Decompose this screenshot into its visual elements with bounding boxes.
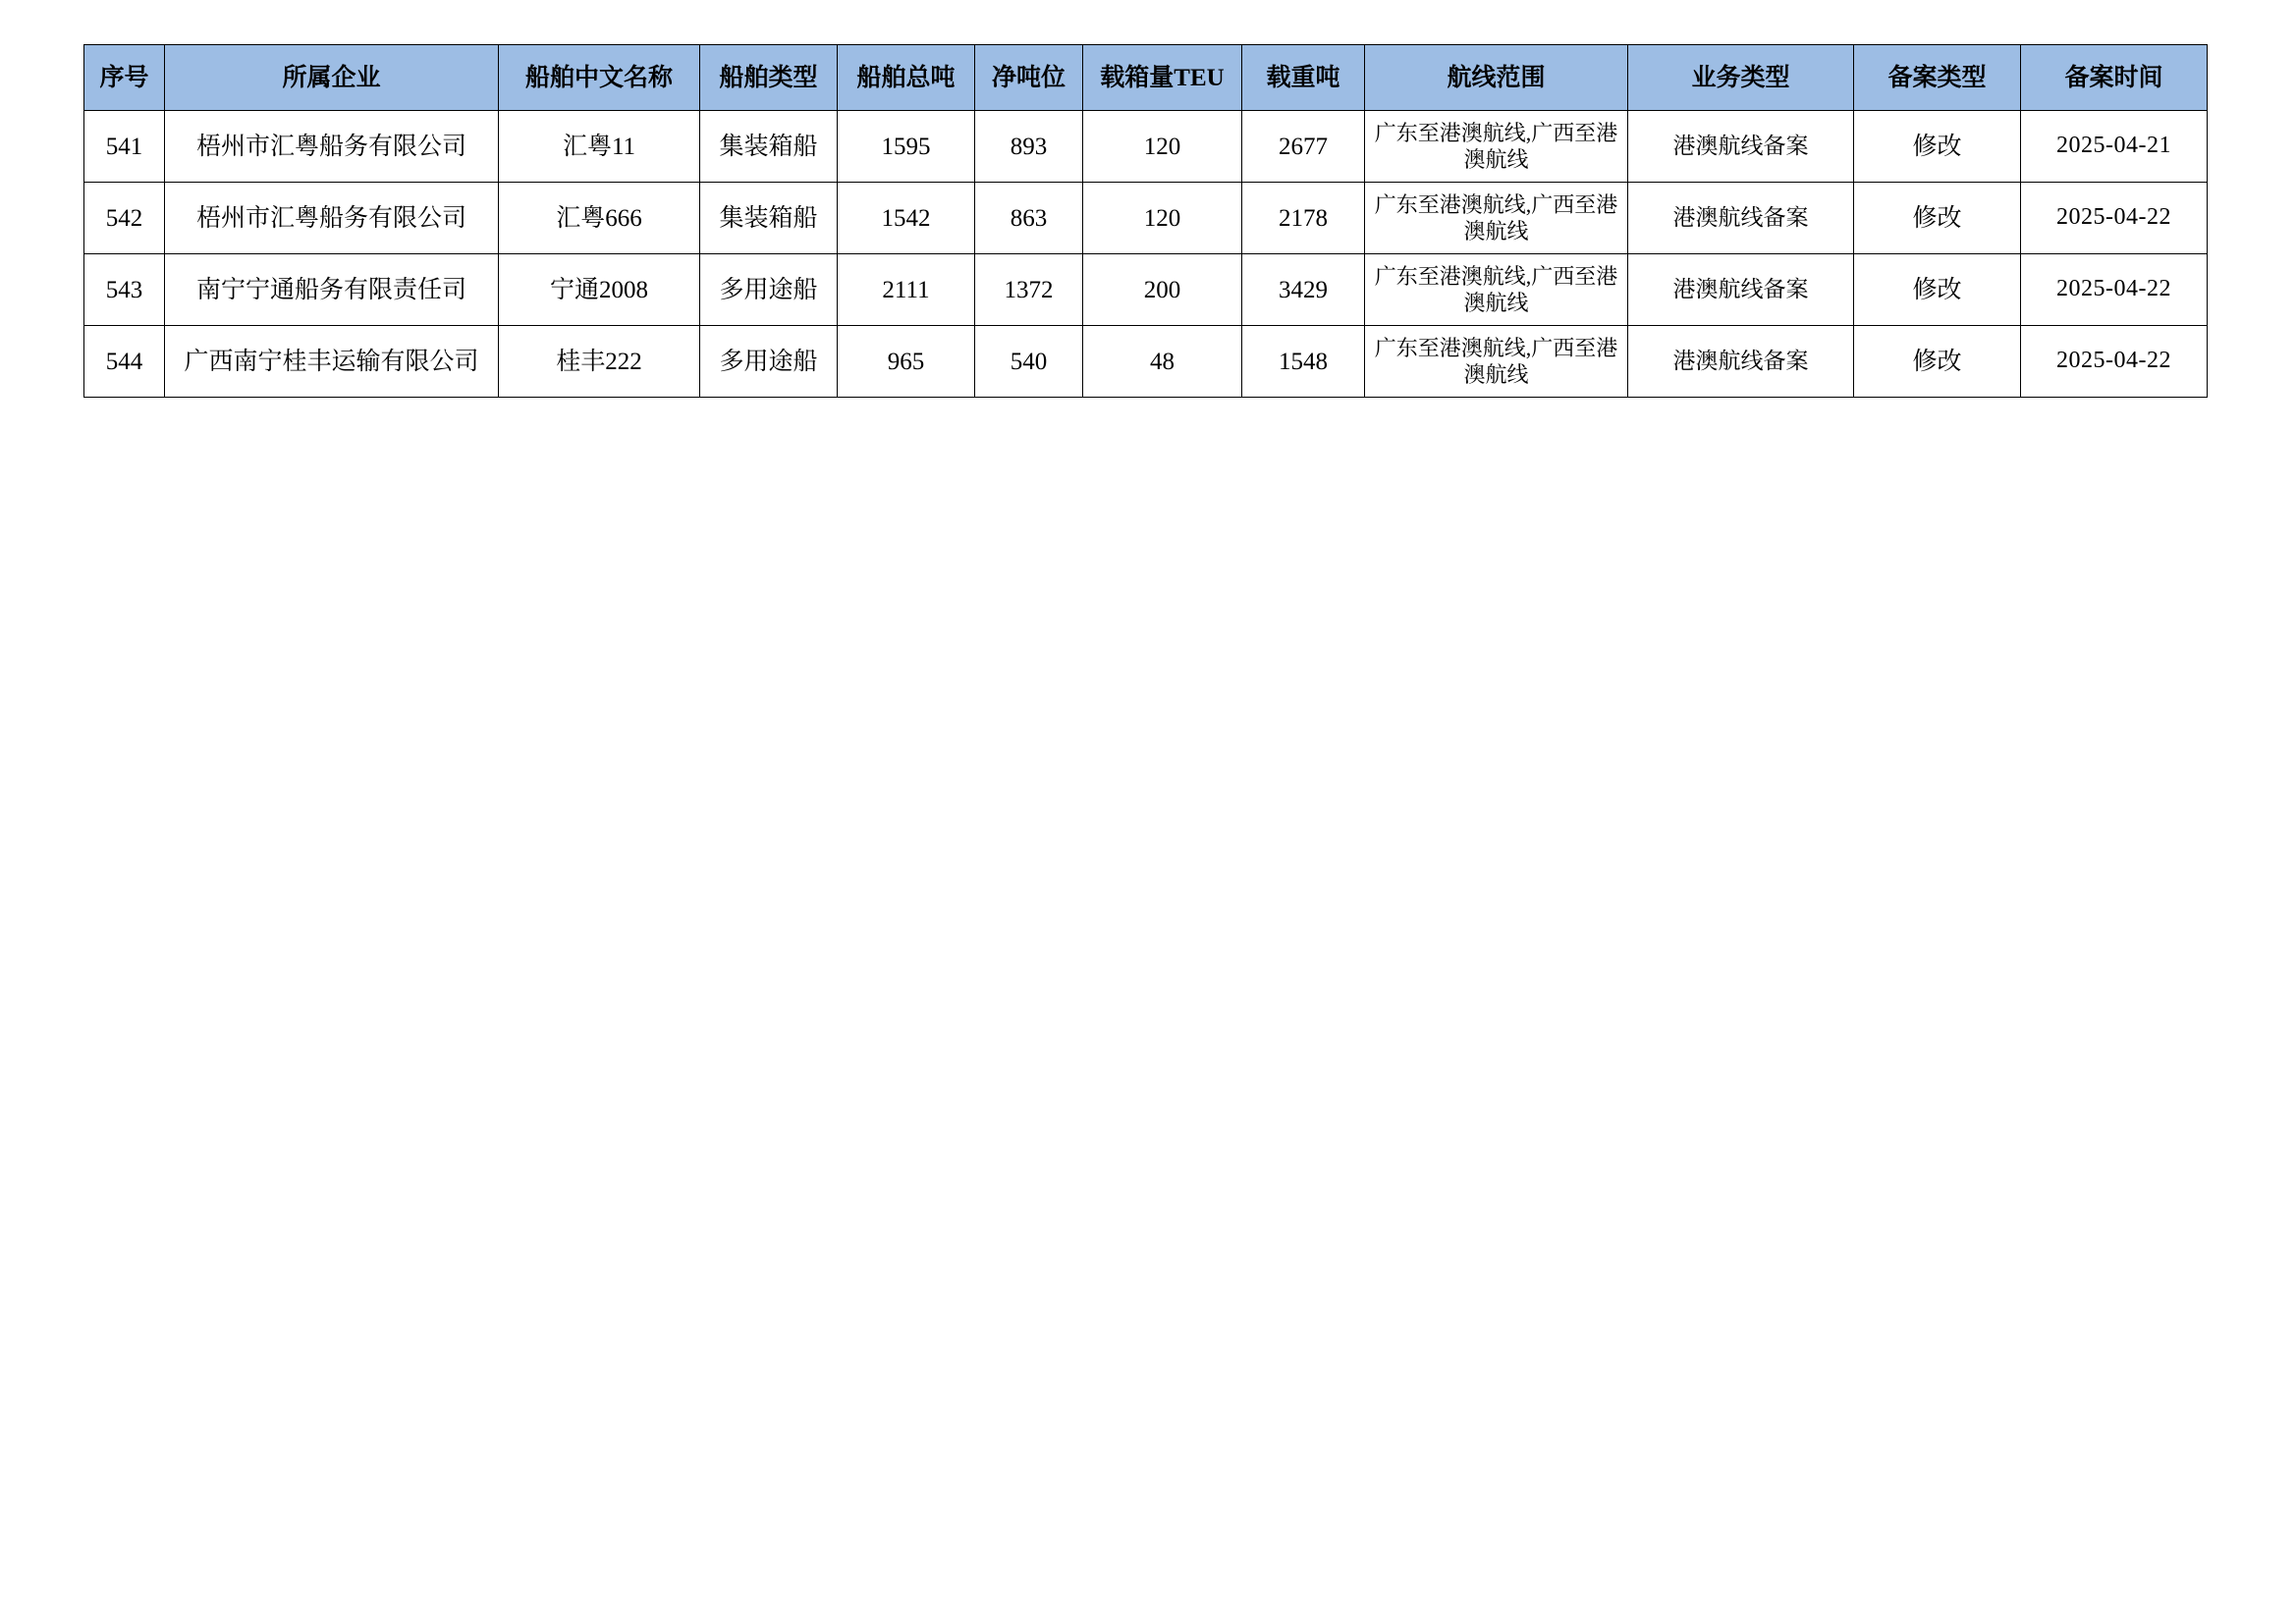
cell-record-type: 修改 [1854, 111, 2021, 183]
cell-record-type: 修改 [1854, 326, 2021, 398]
table-body [84, 111, 2208, 398]
cell-record-date: 2025-04-22 [2021, 183, 2208, 254]
cell-record-date: 2025-04-22 [2021, 326, 2208, 398]
cell-deadweight: 2677 [1242, 111, 1365, 183]
column-header-record-date: 备案时间 [2021, 45, 2208, 111]
cell-ship-type: 多用途船 [700, 254, 838, 326]
cell-route: 广东至港澳航线,广西至港澳航线 [1365, 111, 1628, 183]
cell-record-type: 修改 [1854, 254, 2021, 326]
cell-business-type: 港澳航线备案 [1628, 111, 1854, 183]
cell-gross-tonnage: 1542 [838, 183, 975, 254]
cell-teu: 120 [1083, 111, 1242, 183]
cell-teu: 48 [1083, 326, 1242, 398]
cell-route: 广东至港澳航线,广西至港澳航线 [1365, 254, 1628, 326]
cell-ship-name: 桂丰222 [499, 326, 700, 398]
column-header-index: 序号 [84, 45, 165, 111]
cell-route: 广东至港澳航线,广西至港澳航线 [1365, 183, 1628, 254]
cell-index: 541 [84, 111, 165, 183]
table-row [84, 326, 2208, 398]
table-row [84, 254, 2208, 326]
cell-deadweight: 2178 [1242, 183, 1365, 254]
column-header-record-type: 备案类型 [1854, 45, 2021, 111]
column-header-net-tonnage: 净吨位 [975, 45, 1083, 111]
cell-teu: 120 [1083, 183, 1242, 254]
cell-ship-type: 集装箱船 [700, 183, 838, 254]
column-header-deadweight: 载重吨 [1242, 45, 1365, 111]
cell-business-type: 港澳航线备案 [1628, 254, 1854, 326]
column-header-ship-type: 船舶类型 [700, 45, 838, 111]
cell-net-tonnage: 863 [975, 183, 1083, 254]
cell-company: 梧州市汇粤船务有限公司 [165, 111, 499, 183]
cell-company: 南宁宁通船务有限责任司 [165, 254, 499, 326]
cell-route: 广东至港澳航线,广西至港澳航线 [1365, 326, 1628, 398]
cell-ship-name: 汇粤666 [499, 183, 700, 254]
column-header-ship-name: 船舶中文名称 [499, 45, 700, 111]
cell-deadweight: 3429 [1242, 254, 1365, 326]
cell-index: 543 [84, 254, 165, 326]
column-header-company: 所属企业 [165, 45, 499, 111]
cell-gross-tonnage: 965 [838, 326, 975, 398]
table-row [84, 183, 2208, 254]
cell-ship-type: 多用途船 [700, 326, 838, 398]
column-header-business-type: 业务类型 [1628, 45, 1854, 111]
cell-net-tonnage: 893 [975, 111, 1083, 183]
table-header-row [84, 45, 2208, 111]
cell-ship-type: 集装箱船 [700, 111, 838, 183]
column-header-teu: 载箱量TEU [1083, 45, 1242, 111]
cell-business-type: 港澳航线备案 [1628, 326, 1854, 398]
table-header [84, 45, 2208, 111]
cell-net-tonnage: 540 [975, 326, 1083, 398]
ship-record-table [83, 44, 2208, 398]
cell-gross-tonnage: 1595 [838, 111, 975, 183]
cell-net-tonnage: 1372 [975, 254, 1083, 326]
column-header-route: 航线范围 [1365, 45, 1628, 111]
cell-company: 梧州市汇粤船务有限公司 [165, 183, 499, 254]
cell-record-date: 2025-04-21 [2021, 111, 2208, 183]
cell-record-type: 修改 [1854, 183, 2021, 254]
cell-record-date: 2025-04-22 [2021, 254, 2208, 326]
cell-ship-name: 汇粤11 [499, 111, 700, 183]
cell-teu: 200 [1083, 254, 1242, 326]
cell-company: 广西南宁桂丰运输有限公司 [165, 326, 499, 398]
cell-index: 544 [84, 326, 165, 398]
cell-business-type: 港澳航线备案 [1628, 183, 1854, 254]
cell-gross-tonnage: 2111 [838, 254, 975, 326]
cell-index: 542 [84, 183, 165, 254]
column-header-gross-tonnage: 船舶总吨 [838, 45, 975, 111]
table-row [84, 111, 2208, 183]
cell-deadweight: 1548 [1242, 326, 1365, 398]
cell-ship-name: 宁通2008 [499, 254, 700, 326]
